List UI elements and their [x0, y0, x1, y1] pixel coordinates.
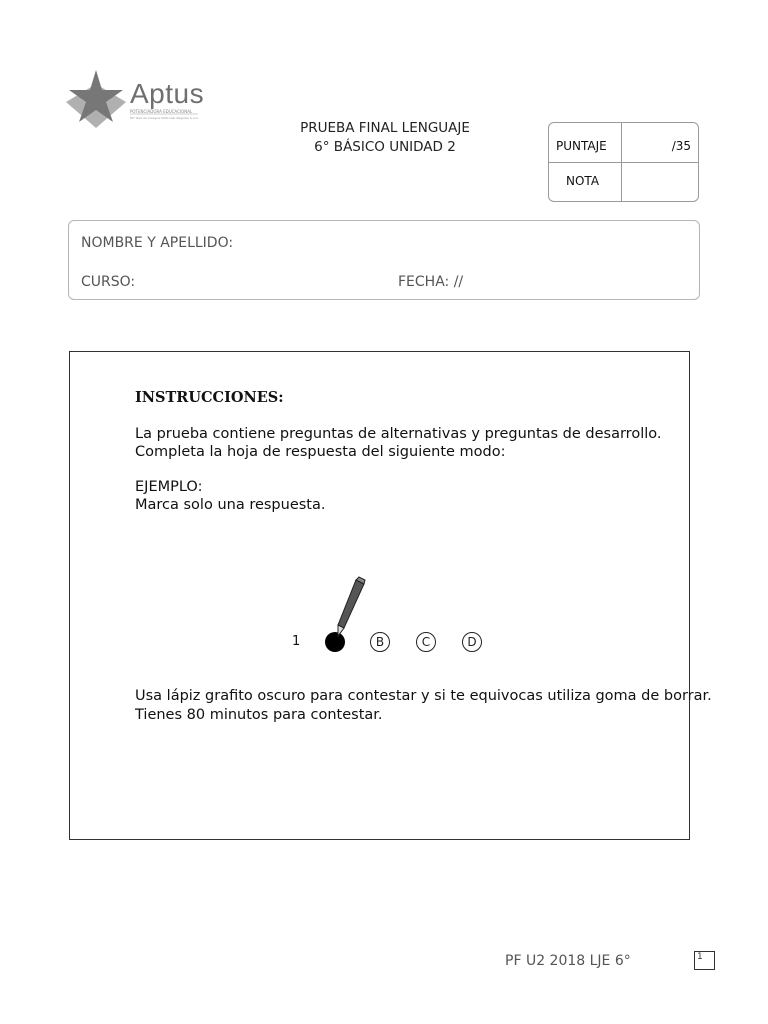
- example-text: Marca solo una respuesta.: [135, 497, 326, 513]
- instructions-line-1: La prueba contiene preguntas de alternativas y preguntas de desarrollo.: [135, 426, 662, 442]
- answer-bubble-d: D: [462, 632, 482, 652]
- example-question-number: 1: [292, 634, 301, 649]
- answer-bubble-c: C: [416, 632, 436, 652]
- student-info-box: [68, 220, 700, 300]
- name-label: NOMBRE Y APELLIDO:: [81, 235, 234, 251]
- logo-tagline: 80° Red de Colegios Particular Pagados S.A.C.: [130, 116, 199, 120]
- course-label: CURSO:: [81, 274, 136, 290]
- score-box: [548, 122, 699, 202]
- logo-subtitle: POTENCIADORA EDUCACIONAL: [130, 109, 193, 114]
- instructions-line-3: Usa lápiz grafito oscuro para contestar y si te equivocas utiliza goma de borrar.: [135, 688, 712, 704]
- test-title: PRUEBA FINAL LENGUAJE: [300, 120, 470, 136]
- footer-code: PF U2 2018 LJE 6°: [505, 953, 631, 969]
- logo-wordmark: Aptus: [130, 78, 205, 109]
- instructions-line-4: Tienes 80 minutos para contestar.: [135, 707, 383, 723]
- page-number: 1: [694, 951, 715, 970]
- puntaje-label: PUNTAJE: [556, 139, 607, 153]
- instructions-line-2: Completa la hoja de respuesta del siguiente modo:: [135, 444, 506, 460]
- example-label: EJEMPLO:: [135, 479, 203, 495]
- date-label: FECHA: //: [398, 274, 464, 290]
- test-subtitle: 6° BÁSICO UNIDAD 2: [314, 139, 456, 155]
- nota-label: NOTA: [566, 174, 600, 188]
- instructions-heading: INSTRUCCIONES:: [135, 389, 284, 406]
- puntaje-value: /35: [671, 139, 691, 153]
- answer-bubble-b: B: [370, 632, 390, 652]
- pencil-icon: [330, 576, 370, 638]
